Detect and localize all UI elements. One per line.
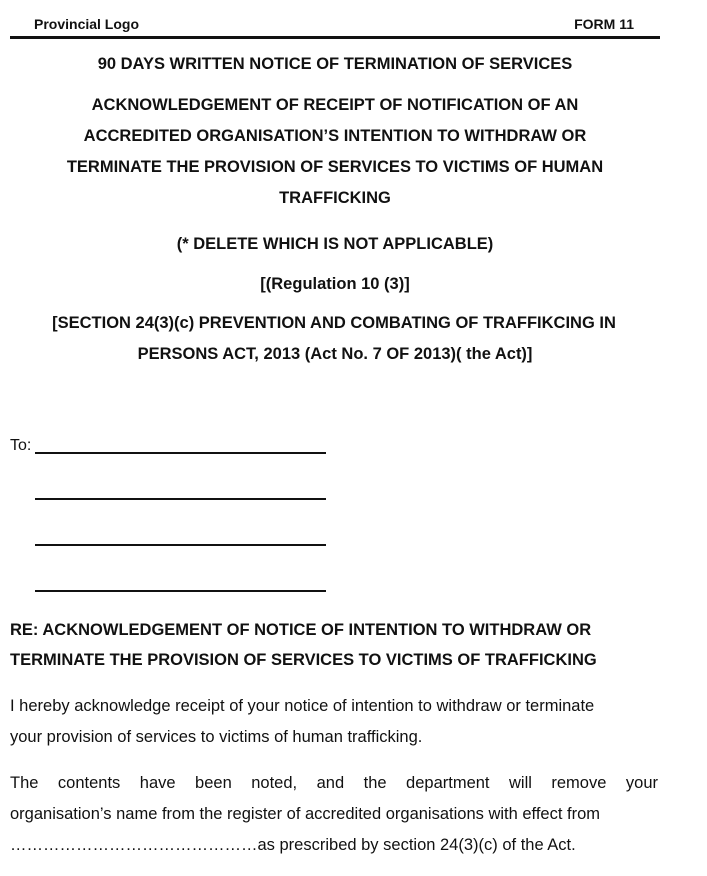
subject-line: TERMINATE THE PROVISION OF SERVICES TO VICTIMS OF TRAFFICKING bbox=[10, 651, 597, 669]
form-number: FORM 11 bbox=[574, 16, 634, 32]
paragraph-line: I hereby acknowledge receipt of your notice of intention to withdraw or terminate bbox=[10, 697, 595, 715]
delete-instruction: (* DELETE WHICH IS NOT APPLICABLE) bbox=[176, 235, 494, 253]
act-section-reference: PERSONS ACT, 2013 (Act No. 7 OF 2013)( the Act)] bbox=[137, 345, 533, 363]
address-block bbox=[10, 433, 340, 603]
provincial-logo-placeholder: Provincial Logo bbox=[34, 16, 140, 32]
effective-date-line: ………………………………………as prescribed by section 24(3)(c) of the Act. bbox=[10, 836, 576, 854]
subject-line: RE: ACKNOWLEDGEMENT OF NOTICE OF INTENTION TO WITHDRAW OR bbox=[10, 621, 592, 639]
acknowledgement-title-line: TRAFFICKING bbox=[279, 189, 391, 207]
acknowledgement-title-line: ACCREDITED ORGANISATION’S INTENTION TO WITHDRAW OR bbox=[83, 127, 587, 145]
form-header bbox=[10, 13, 660, 39]
address-line-3 bbox=[35, 544, 326, 546]
address-line-2 bbox=[35, 498, 326, 500]
paragraph-line: your provision of services to victims of human trafficking. bbox=[10, 728, 423, 746]
to-label: To: bbox=[10, 437, 32, 454]
paragraph-line: The contents have been noted, and the department will remove your bbox=[10, 774, 658, 792]
acknowledgement-title-line: ACKNOWLEDGEMENT OF RECEIPT OF NOTIFICATION OF AN bbox=[91, 96, 579, 114]
notice-title: 90 DAYS WRITTEN NOTICE OF TERMINATION OF SERVICES bbox=[97, 55, 573, 73]
regulation-reference: [(Regulation 10 (3)] bbox=[260, 275, 410, 293]
address-line-4 bbox=[35, 590, 326, 592]
paragraph-line: organisation’s name from the register of accredited organisations with effect from bbox=[10, 805, 601, 823]
acknowledgement-title-line: TERMINATE THE PROVISION OF SERVICES TO VICTIMS OF HUMAN bbox=[66, 158, 604, 176]
act-section-reference: [SECTION 24(3)(c) PREVENTION AND COMBATING OF TRAFFIKCING IN bbox=[52, 314, 616, 332]
address-line-1 bbox=[35, 452, 326, 454]
